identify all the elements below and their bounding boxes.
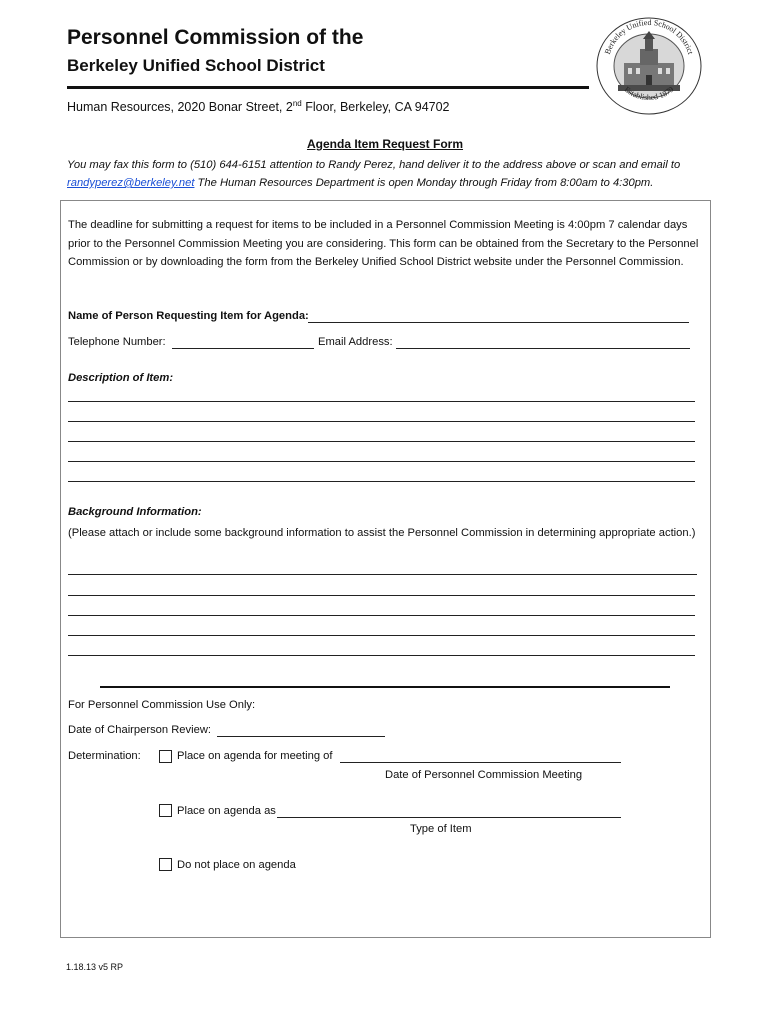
- seal-top-text: Berkeley Unified School District: [602, 17, 696, 56]
- background-instructions: (Please attach or include some background information to assist the Personnel Commission in determining appropriate action.): [68, 527, 696, 539]
- item-type-field[interactable]: [277, 817, 621, 818]
- chair-review-label: Date of Chairperson Review:: [68, 724, 212, 736]
- option1-label: Place on agenda for meeting of: [177, 750, 333, 762]
- option3-label: Do not place on agenda: [177, 859, 296, 871]
- description-label: Description of Item:: [68, 372, 174, 384]
- description-line-2[interactable]: [68, 421, 695, 422]
- option2-checkbox[interactable]: [159, 804, 172, 817]
- option3-checkbox[interactable]: [159, 858, 172, 871]
- instructions: [67, 156, 717, 192]
- name-row: [68, 310, 309, 322]
- description-line-1[interactable]: [68, 401, 695, 402]
- instructions-text-1: You may fax this form to (510) 644-6151 attention to Randy Perez, hand deliver it to the address above or scan and email to: [67, 159, 681, 171]
- description-line-4[interactable]: [68, 461, 695, 462]
- form-title: Agenda Item Request Form: [306, 137, 464, 151]
- deadline-paragraph: The deadline for submitting a request for items to be included in a Personnel Commission Meeting is 4:00pm 7 calendar days prior to the Personnel Commission Meeting you are considering. This form can be obtained from the Secretary to the Personnel Commission or by downloading the form from the Berkeley Unified School District website under the Personnel Commission.: [68, 219, 699, 268]
- chair-review-field[interactable]: [217, 736, 385, 737]
- address-part-2: Floor, Berkeley, CA 94702: [301, 100, 450, 115]
- instructions-text-2: The Human Resources Department is open Monday through Friday from 8:00am to 4:30pm.: [194, 177, 654, 189]
- email-link[interactable]: randyperez@berkeley.net: [67, 177, 195, 189]
- title-line-1: Personnel Commission of the: [67, 26, 364, 49]
- background-line-4[interactable]: [68, 635, 695, 636]
- meeting-date-field[interactable]: [340, 762, 621, 763]
- office-use-heading: For Personnel Commission Use Only:: [68, 699, 256, 711]
- name-field[interactable]: [308, 322, 689, 323]
- address-part-1: Human Resources, 2020 Bonar Street, 2: [67, 100, 293, 115]
- determination-label: Determination:: [68, 750, 141, 762]
- option2-caption: Type of Item: [410, 823, 472, 835]
- office-use-divider: [100, 686, 670, 688]
- address-superscript: nd: [292, 99, 302, 108]
- background-line-2[interactable]: [68, 595, 695, 596]
- background-line-5[interactable]: [68, 655, 695, 656]
- description-line-5[interactable]: [68, 481, 695, 482]
- option1-caption: Date of Personnel Commission Meeting: [385, 769, 583, 781]
- email-label: Email Address:: [318, 336, 393, 348]
- option2-label: Place on agenda as: [177, 805, 276, 817]
- background-label: Background Information:: [68, 506, 202, 518]
- version-footer: 1.18.13 v5 RP: [66, 962, 124, 972]
- description-line-3[interactable]: [68, 441, 695, 442]
- email-field[interactable]: [396, 348, 690, 349]
- title-line-2: Berkeley Unified School District: [67, 56, 325, 75]
- background-line-3[interactable]: [68, 615, 695, 616]
- option1-checkbox[interactable]: [159, 750, 172, 763]
- telephone-label: Telephone Number:: [68, 336, 166, 348]
- background-line-1[interactable]: [68, 574, 697, 575]
- telephone-field[interactable]: [172, 348, 314, 349]
- address: [67, 99, 450, 114]
- district-seal-logo: [594, 15, 704, 117]
- seal-bottom-text: Established 1879: [622, 84, 676, 103]
- header-divider: [67, 86, 589, 89]
- name-label: Name of Person Requesting Item for Agenda:: [68, 310, 309, 322]
